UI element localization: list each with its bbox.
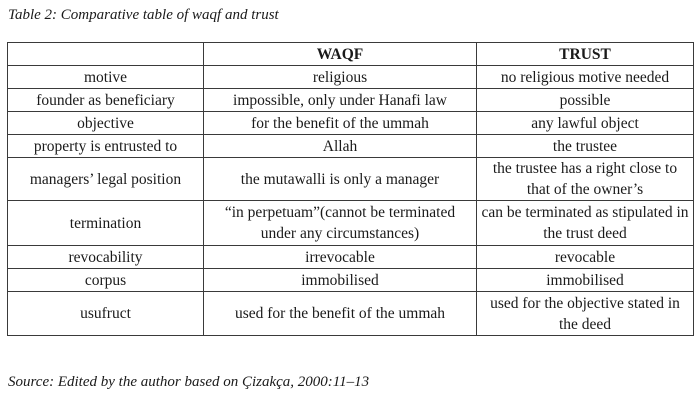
row-label: motive — [8, 66, 204, 89]
trust-cell: the trustee — [477, 135, 694, 158]
table-row — [8, 89, 694, 112]
trust-cell: possible — [477, 89, 694, 112]
trust-cell: no religious motive needed — [477, 66, 694, 89]
waqf-cell: the mutawalli is only a manager — [204, 158, 477, 201]
waqf-cell: “in perpetuam”(cannot be terminated under any circumstances) — [204, 201, 477, 246]
row-label: property is entrusted to — [8, 135, 204, 158]
header-waqf: WAQF — [204, 43, 477, 66]
waqf-cell: irrevocable — [204, 246, 477, 269]
table-row — [8, 292, 694, 336]
table-row — [8, 158, 694, 201]
trust-cell: any lawful object — [477, 112, 694, 135]
row-label: usufruct — [8, 292, 204, 336]
trust-cell: can be terminated as stipulated in the trust deed — [477, 201, 694, 246]
row-label: revocability — [8, 246, 204, 269]
table-caption: Table 2: Comparative table of waqf and trust — [8, 7, 279, 23]
row-label: termination — [8, 201, 204, 246]
row-label: managers’ legal position — [8, 158, 204, 201]
waqf-cell: impossible, only under Hanafi law — [204, 89, 477, 112]
row-label: corpus — [8, 269, 204, 292]
table-row — [8, 269, 694, 292]
table-row — [8, 135, 694, 158]
trust-cell: the trustee has a right close to that of the owner’s — [477, 158, 694, 201]
row-label: founder as beneficiary — [8, 89, 204, 112]
waqf-cell: immobilised — [204, 269, 477, 292]
table-row — [8, 66, 694, 89]
waqf-cell: used for the benefit of the ummah — [204, 292, 477, 336]
table-row — [8, 112, 694, 135]
header-blank — [8, 43, 204, 66]
header-trust: TRUST — [477, 43, 694, 66]
waqf-cell: for the benefit of the ummah — [204, 112, 477, 135]
waqf-cell: Allah — [204, 135, 477, 158]
row-label: objective — [8, 112, 204, 135]
comparison-table — [7, 42, 694, 336]
table-row — [8, 201, 694, 246]
source-note: Source: Edited by the author based on Çizakça, 2000:11–13 — [8, 374, 370, 390]
trust-cell: used for the objective stated in the deed — [477, 292, 694, 336]
table-header-row — [8, 43, 694, 66]
trust-cell: revocable — [477, 246, 694, 269]
waqf-cell: religious — [204, 66, 477, 89]
trust-cell: immobilised — [477, 269, 694, 292]
table-row — [8, 246, 694, 269]
